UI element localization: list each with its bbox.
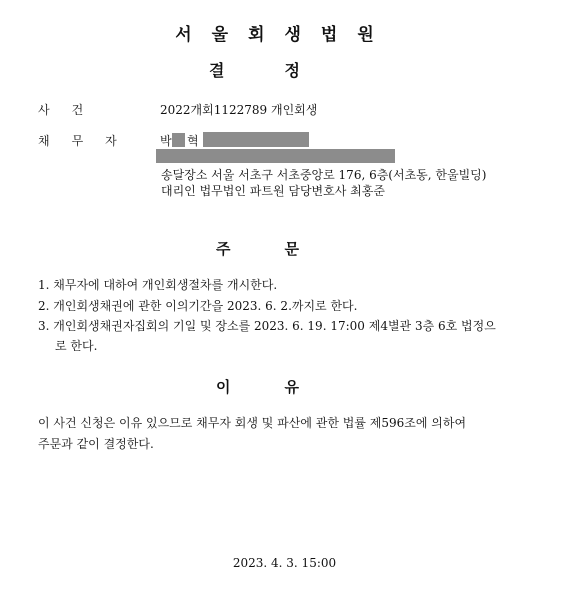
debtor-name-redaction [172, 133, 185, 147]
order-item-2: 2. 개인회생채권에 관한 이의기간을 2023. 6. 2.까지로 한다. [38, 299, 358, 313]
document-type-title: 결정 [209, 61, 360, 80]
case-number: 2022개회1122789 개인회생 [160, 103, 318, 117]
order-title: 주문 [216, 240, 353, 258]
reason-title: 이유 [216, 378, 353, 396]
court-name: 서울회생법원 [175, 25, 394, 45]
reason-line-2: 주문과 같이 결정한다. [38, 437, 154, 451]
debtor-label: 채무자 [38, 134, 139, 148]
reason-line-1: 이 사건 신청은 이유 있으므로 채무자 회생 및 파산에 관한 법률 제596조에 의하여 [38, 416, 467, 430]
service-address: 송달장소 서울 서초구 서초중앙로 176, 6층(서초동, 한울빌딩) [161, 168, 487, 182]
debtor-name-suffix: 혁 [187, 134, 199, 148]
debtor-detail-redaction [203, 132, 309, 147]
debtor-name-prefix: 박 [160, 134, 172, 148]
debtor-address-redaction [156, 149, 395, 163]
legal-agent: 대리인 법무법인 파트원 담당변호사 최홍준 [161, 184, 385, 198]
order-item-3-continued: 로 한다. [55, 339, 98, 353]
order-item-3: 3. 개인회생채권자집회의 기일 및 장소를 2023. 6. 19. 17:00 제4별관 3층 6호 법정으 [38, 319, 496, 333]
case-label: 사건 [38, 103, 106, 117]
order-item-1: 1. 채무자에 대하여 개인회생절차를 개시한다. [38, 278, 278, 292]
decision-date: 2023. 4. 3. 15:00 [232, 556, 337, 570]
